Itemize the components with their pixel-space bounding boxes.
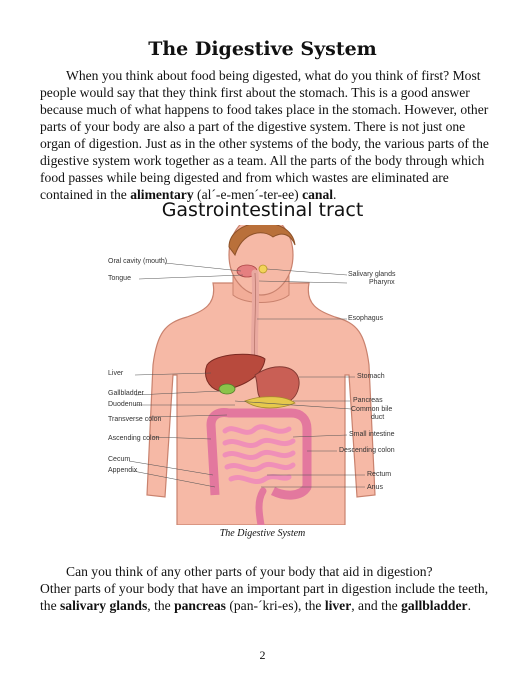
label-esophagus: Esophagus (348, 315, 384, 322)
page-number: 2 (259, 648, 266, 662)
term-salivary-glands: salivary glands (60, 598, 148, 613)
figure-caption: The Digestive System (219, 528, 306, 539)
closing-text-3: (pan-´kri-es), the (225, 598, 325, 613)
label-descending-colon: Descending colon (339, 447, 395, 454)
label-gallbladder: Gallbladder (108, 390, 144, 397)
page-title: The Digestive System (148, 38, 377, 60)
label-small-intestine: Small intestine (349, 431, 395, 438)
label-appendix: Appendix (108, 467, 138, 474)
figure-title: Gastrointestinal tract (161, 199, 364, 221)
label-stomach: Stomach (357, 373, 385, 380)
gallbladder-shape (219, 384, 235, 394)
label-transverse-colon: Transverse colon (108, 416, 162, 423)
label-common-bile: Common bile (351, 406, 393, 413)
label-ascending-colon: Ascending colon (108, 435, 160, 442)
label-cecum: Cecum (108, 456, 131, 463)
label-rectum: Rectum (367, 471, 392, 478)
closing-text-1: Other parts of your body that have an important part in digestion include the teeth, the (40, 581, 489, 613)
closing-text-2: , the (147, 598, 175, 613)
label-pancreas: Pancreas (353, 397, 383, 404)
label-pharynx: Pharynx (369, 279, 395, 286)
label-anus: Anus (367, 484, 383, 491)
intro-paragraph (40, 67, 492, 203)
digestive-diagram (95, 225, 435, 525)
label-tongue: Tongue (108, 275, 131, 282)
closing-text-5: . (467, 598, 471, 613)
salivary-gland (259, 265, 267, 273)
label-oral-cavity: Oral cavity (mouth) (108, 258, 168, 265)
term-alimentary: alimentary (130, 187, 194, 202)
pronunciation: (al´-e-men´-ter-ee) (193, 187, 303, 202)
closing-question: Can you think of any other parts of your body that aid in digestion? (66, 564, 433, 579)
label-liver: Liver (108, 370, 124, 377)
intro-end: . (333, 187, 337, 202)
term-canal: canal (302, 187, 334, 202)
closing-text-4: , and the (351, 598, 402, 613)
label-duodenum: Duodenum (108, 401, 143, 408)
term-liver: liver (324, 598, 352, 613)
term-gallbladder: gallbladder (401, 598, 468, 613)
label-duct: duct (371, 414, 385, 421)
closing-paragraph (40, 563, 492, 614)
intro-text: When you think about food being digested, what do you think of first? Most people would say that they think first about the stomach. This is a good answer because much of what happens to food takes place in the stomach. However, other parts of your body are also a part of the digestive system. There is not just one organ of digestion. Just as in the other systems of the body, the various parts of the digestive system work together as a team. All the parts of the body through which food passes while being digested and from which wastes are eliminated are contained in the (40, 68, 489, 202)
label-salivary-glands: Salivary glands (348, 271, 396, 278)
term-pancreas: pancreas (174, 598, 226, 613)
rectum-shape (259, 491, 263, 525)
